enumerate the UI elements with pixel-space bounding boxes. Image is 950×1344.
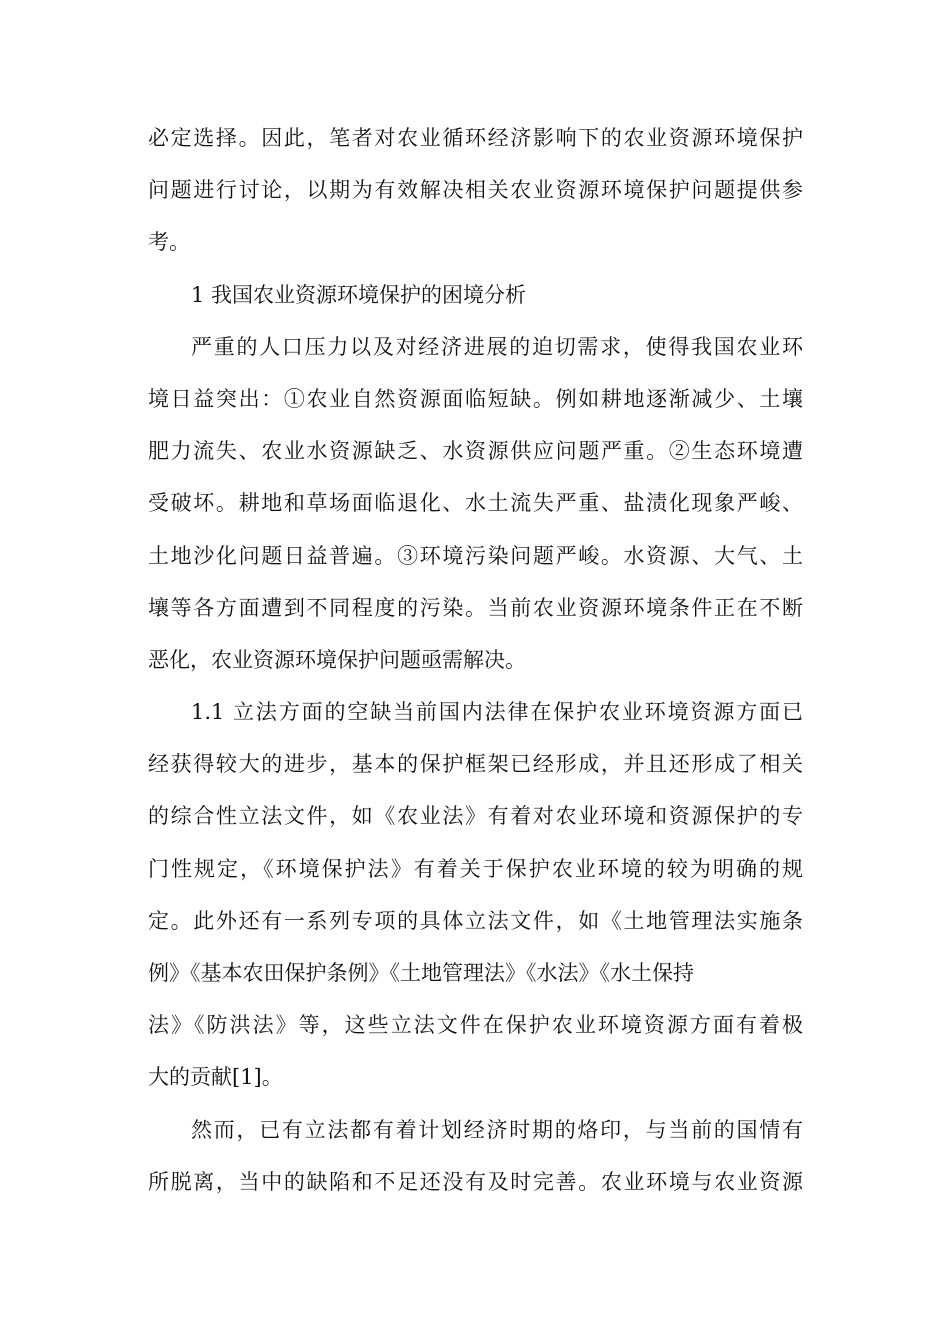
section-heading: 1 我国农业资源环境保护的困境分析	[191, 282, 527, 307]
text-line: 经获得较大的进步，基本的保护框架已经形成，并且还形成了相关	[148, 752, 803, 777]
text-line: 然而，已有立法都有着计划经济时期的烙印，与当前的国情有	[191, 1117, 803, 1142]
document-body	[148, 112, 803, 1208]
text-line: 严重的人口压力以及对经济进展的迫切需求，使得我国农业环	[191, 334, 803, 359]
text-line: 例》《基本农田保护条例》《土地管理法》《水法》《水土保持	[148, 961, 694, 985]
text-line: 受破坏。耕地和草场面临退化、水土流失严重、盐渍化现象严峻、	[148, 491, 803, 516]
text-line: 土地沙化问题日益普遍。③环境污染问题严峻。水资源、大气、土	[148, 543, 803, 568]
text-line: 的综合性立法文件，如《农业法》有着对农业环境和资源保护的专	[148, 804, 803, 829]
text-line: 定。此外还有一系列专项的具体立法文件，如《土地管理法实施条	[148, 908, 803, 933]
text-line: 肥力流失、农业水资源缺乏、水资源供应问题严重。②生态环境遭	[148, 439, 803, 464]
text-line: 问题进行讨论，以期为有效解决相关农业资源环境保护问题提供参	[148, 178, 803, 203]
text-line: 壤等各方面遭到不同程度的污染。当前农业资源环境条件正在不断	[148, 595, 803, 620]
text-line: 所脱离，当中的缺陷和不足还没有及时完善。农业环境与农业资源	[148, 1169, 803, 1194]
text-line: 大的贡献[1]。	[148, 1065, 283, 1090]
text-line: 门性规定，《环境保护法》有着关于保护农业环境的较为明确的规	[148, 856, 803, 881]
subsection-line: 1.1 立法方面的空缺当前国内法律在保护农业环境资源方面已	[191, 700, 803, 725]
text-line: 考。	[148, 230, 190, 255]
text-line: 境日益突出：①农业自然资源面临短缺。例如耕地逐渐减少、土壤	[148, 386, 803, 411]
text-line: 法》《防洪法》等，这些立法文件在保护农业环境资源方面有着极	[148, 1013, 803, 1038]
text-line: 恶化，农业资源环境保护问题亟需解决。	[148, 647, 526, 672]
text-line: 必定选择。因此，笔者对农业循环经济影响下的农业资源环境保护	[148, 126, 803, 150]
